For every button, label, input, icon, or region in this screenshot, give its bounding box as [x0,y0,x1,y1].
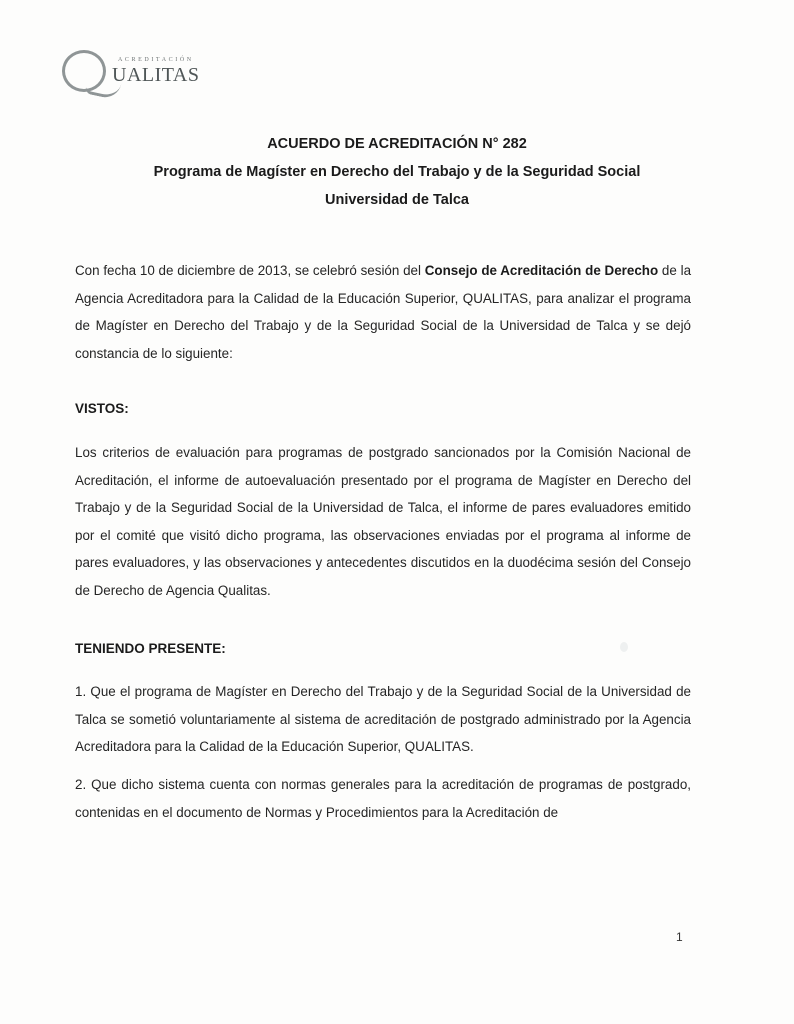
vistos-paragraph: Los criterios de evaluación para programas de postgrado sancionados por la Comisión Nacional de Acreditación, el informe de autoevaluación presentado por el programa de Magíster en Derecho del Trabajo y de la Seguridad Social de la Universidad de Talca, el informe de pares evaluadores emitido por el comité que visitó dicho programa, las observaciones enviadas por el programa al informe de pares evaluadores, y las observaciones y antecedentes discutidos en la duodécima sesión del Consejo de Derecho de Agencia Qualitas. [75,445,691,598]
agreement-number: ACUERDO DE ACREDITACIÓN N° 282 [267,136,527,152]
intro-text-before: Con fecha 10 de diciembre de 2013, se celebró sesión del [75,263,425,278]
intro-text-after: de la Agencia Acreditadora para la Calidad de la Educación Superior, QUALITAS, para analizar el programa de Magíster en Derecho del Trabajo y de la Seguridad Social de la Universidad de Talca y se dejó constancia de lo siguiente: [75,263,692,361]
teniendo-item-2: 2. Que dicho sistema cuenta con normas generales para la acreditación de programas de postgrado, contenidas en el documento de Normas y Procedimientos para la Acreditación de [75,777,691,820]
qualitas-logo [62,44,212,104]
page-number: 1 [676,930,683,944]
logo-name: UALITAS [112,64,200,86]
program-name: Programa de Magíster en Derecho del Trabajo y de la Seguridad Social [153,164,641,180]
logo-tagline: ACREDITACIÓN [118,57,194,63]
intro-paragraph [75,257,691,367]
intro-council-name: Consejo de Acreditación de Derecho [424,263,659,278]
document-heading [0,130,794,214]
teniendo-presente-heading: TENIENDO PRESENTE: [75,641,226,656]
teniendo-item-1: 1. Que el programa de Magíster en Derecho del Trabajo y de la Seguridad Social de la Universidad de Talca se sometió voluntariamente al sistema de acreditación de postgrado administrado por la Agencia Acreditadora para la Calidad de la Educación Superior, QUALITAS. [75,684,691,755]
university-name: Universidad de Talca [325,192,469,208]
scan-artifact [620,642,628,652]
vistos-heading: VISTOS: [75,401,129,416]
